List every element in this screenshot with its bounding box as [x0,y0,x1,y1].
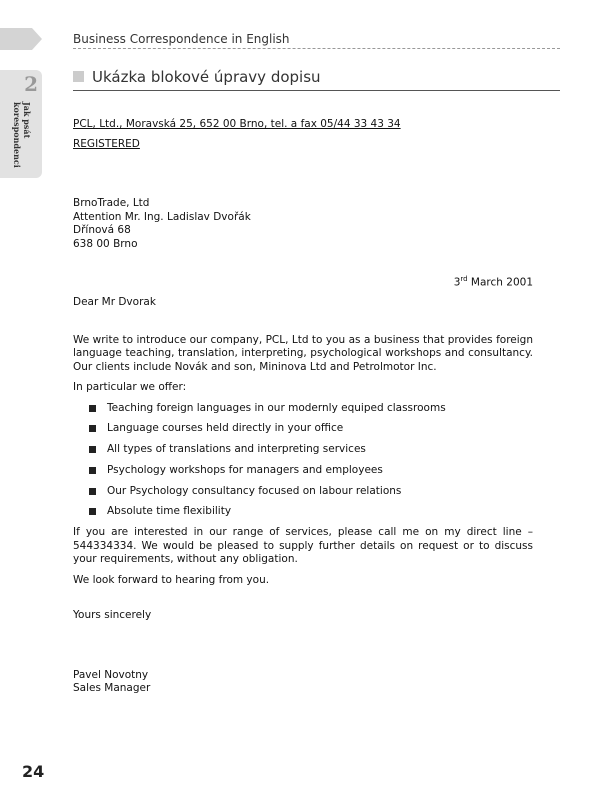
signer-title: Sales Manager [73,682,151,695]
list-item: Our Psychology consultancy focused on labour relations [73,485,533,499]
sender-line: PCL, Ltd., Moravská 25, 652 00 Brno, tel. a fax 05/44 33 43 34 [73,118,401,130]
list-item: Teaching foreign languages in our modernly equiped classrooms [73,402,533,416]
chapter-number: 2 [24,72,38,96]
date-day: 3 [453,276,461,289]
header-arrow-tab [0,28,32,50]
list-item: Absolute time flexibility [73,505,533,519]
contact-paragraph: If you are interested in our range of services, please call me on my direct line – 544334334. We would be pleased to supply further details on request or to discuss your requirements, without any obligation. [73,526,533,566]
intro-paragraph: We write to introduce our company, PCL, Ltd to you as a business that provides foreign language teaching, translation, interpreting, psychological workshops and consultancy. Our clients include Novák and son, Mininova Ltd and Petrolmotor Inc. [73,333,533,373]
registered-label: REGISTERED [73,137,140,150]
recipient-address [73,197,533,251]
square-bullet-icon [73,71,84,82]
list-item: Psychology workshops for managers and employees [73,464,533,478]
recipient-line: Dřínová 68 [73,224,131,236]
signer-name: Pavel Novotny [73,668,149,681]
date-suffix: rd [460,275,468,283]
salutation: Dear Mr Dvorak [73,296,156,308]
header-divider [73,48,560,49]
recipient-line: BrnoTrade, Ltd [73,197,150,209]
section-heading-text: Ukázka blokové úpravy dopisu [92,68,321,86]
date-rest: March 2001 [467,276,533,289]
letter-body [73,118,533,696]
heading-underline [73,90,560,91]
offer-intro: In particular we offer: [73,381,187,393]
section-heading [73,68,321,86]
chapter-label: Jak psát korespondenci [12,102,32,168]
letter-date [73,273,533,290]
closing-paragraph: We look forward to hearing from you. [73,573,270,586]
list-item: Language courses held directly in your office [73,422,533,436]
recipient-line: Attention Mr. Ing. Ladislav Dvořák [73,210,251,223]
complimentary-close: Yours sincerely [73,609,152,622]
running-title: Business Correspondence in English [73,32,290,46]
recipient-line: 638 00 Brno [73,237,138,250]
list-item: All types of translations and interpreting services [73,443,533,457]
page-number: 24 [22,762,45,781]
chapter-tab [0,70,42,178]
offer-list [73,402,533,519]
